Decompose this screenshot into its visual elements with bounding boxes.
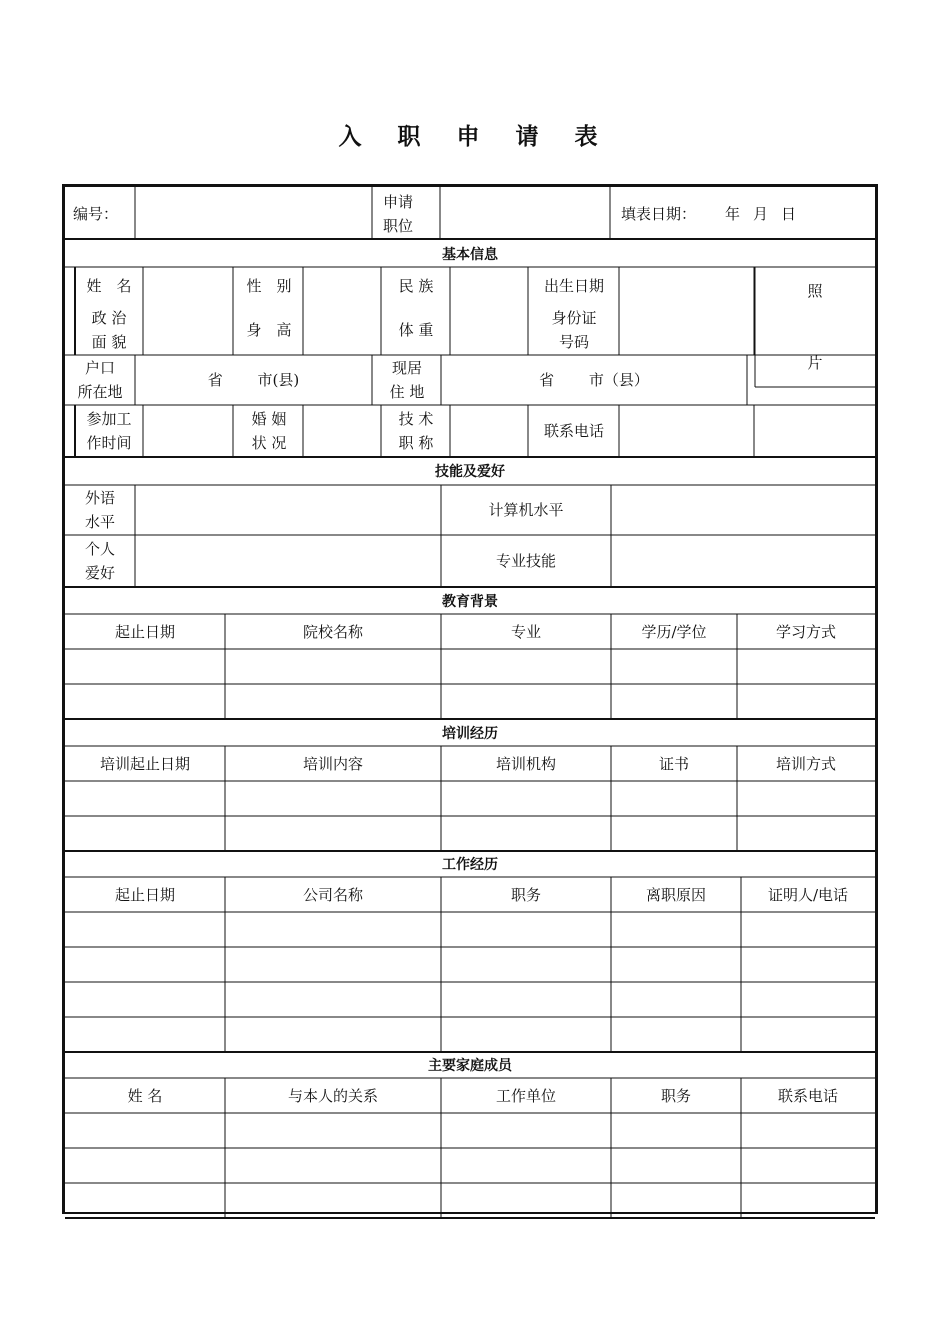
education-column-header: 学历/学位 [641, 622, 707, 641]
gender-label: 性 别 [246, 277, 292, 295]
height-label: 身 高 [246, 321, 292, 339]
hobby-label: 个人 爱好 [84, 540, 115, 582]
residence-value[interactable]: 省 市（县） [539, 371, 649, 389]
family-column-header: 工作单位 [495, 1086, 556, 1105]
language-label: 外语 水平 [84, 489, 115, 531]
family-column-header: 职务 [660, 1086, 691, 1105]
training-column-header: 培训机构 [495, 754, 556, 773]
birth-date-label: 出生日期 [543, 277, 604, 295]
weight-label: 体 重 [398, 321, 434, 339]
residence-label: 现居 住 地 [389, 359, 425, 401]
politics-label: 政 治 面 貌 [91, 309, 127, 351]
work-column-header: 离职原因 [645, 885, 706, 904]
work-column-header: 公司名称 [302, 885, 363, 904]
work-column-header: 职务 [510, 885, 541, 904]
computer-label: 计算机水平 [488, 501, 564, 519]
position-label: 申请 职位 [383, 193, 414, 235]
education-column-header: 学习方式 [775, 622, 836, 641]
section-training: 培训经历 [442, 725, 498, 742]
education-column-header: 起止日期 [114, 622, 175, 641]
section-education: 教育背景 [442, 593, 498, 610]
training-column-header: 培训起止日期 [99, 754, 190, 773]
work-start-label: 参加工 作时间 [86, 410, 132, 452]
family-column-header: 姓 名 [127, 1086, 163, 1105]
work-column-header: 起止日期 [114, 885, 175, 904]
name-label: 姓 名 [86, 277, 132, 295]
section-family: 主要家庭成员 [428, 1057, 512, 1074]
hukou-label: 户口 所在地 [77, 359, 123, 401]
education-column-header: 院校名称 [302, 622, 363, 641]
professional-label: 专业技能 [495, 552, 556, 570]
month-label: 月 [752, 205, 768, 223]
number-label: 编号： [73, 205, 119, 223]
year-label: 年 [724, 205, 740, 223]
tech-title-label: 技 术 职 称 [398, 410, 434, 452]
ethnicity-label: 民 族 [398, 277, 434, 295]
family-column-header: 联系电话 [777, 1086, 838, 1105]
section-basic-info: 基本信息 [442, 247, 498, 263]
day-label: 日 [780, 205, 796, 223]
photo-label-1: 照 [807, 282, 823, 300]
marital-label: 婚 姻 状 况 [251, 410, 287, 452]
id-number-label: 身份证 号码 [551, 309, 597, 351]
page-title: 入 职 申 请 表 [338, 124, 612, 150]
training-column-header: 培训内容 [302, 754, 363, 773]
section-work: 工作经历 [442, 856, 498, 873]
section-skills: 技能及爱好 [435, 464, 505, 480]
training-column-header: 培训方式 [775, 754, 836, 773]
form-grid-lines [62, 184, 878, 1214]
hukou-value[interactable]: 省 市(县) [207, 371, 300, 389]
work-column-header: 证明人/电话 [767, 885, 849, 904]
phone-label: 联系电话 [543, 422, 604, 440]
application-form [62, 184, 878, 1214]
family-column-header: 与本人的关系 [287, 1086, 378, 1105]
training-column-header: 证书 [658, 754, 689, 773]
education-column-header: 专业 [510, 622, 541, 641]
fill-date-label: 填表日期： [621, 205, 697, 223]
photo-label-2: 片 [807, 354, 823, 372]
